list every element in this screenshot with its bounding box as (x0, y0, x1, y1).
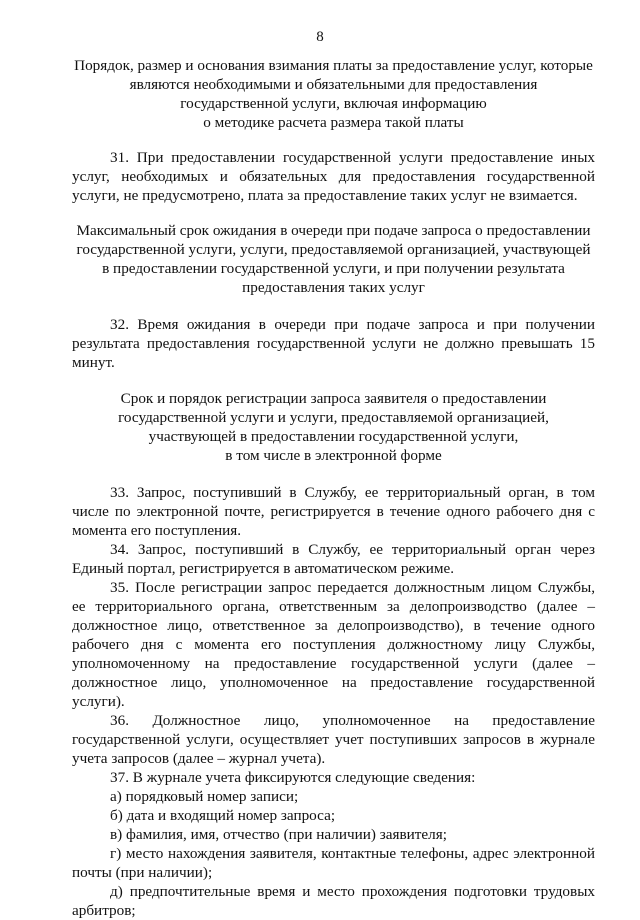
heading-fee-line: государственной услуги, включая информацию (180, 95, 487, 112)
heading-registration-line: участвующей в предоставлении государственной услуги, (148, 428, 519, 445)
paragraph-33: 33. Запрос, поступивший в Службу, ее территориальный орган, в том числе по электронной почте, регистрируется в течение одного рабочего дня с момента его поступления. (72, 484, 595, 539)
heading-queue-line: Максимальный срок ожидания в очереди при подаче запроса о предоставлении (76, 222, 591, 239)
paragraph-31: 31. При предоставлении государственной услуги предоставление иных услуг, необходимых и обязательных для предоставления государственной услуги, не предусмотрено, плата за предоставление таких услуг не взимается. (72, 149, 595, 204)
heading-fee-line: Порядок, размер и основания взимания платы за предоставление услуг, которые (74, 57, 593, 74)
heading-registration-line: в том числе в электронной форме (225, 447, 442, 464)
heading-fee-line: о методике расчета размера такой платы (203, 114, 464, 131)
heading-fee-line: являются необходимыми и обязательными для предоставления (129, 76, 538, 93)
page-number: 8 (316, 29, 324, 45)
list-item-d: д) предпочтительные время и место прохождения подготовки трудовых арбитров; (72, 883, 595, 919)
heading-registration-line: государственной услуги и услуги, предоставляемой организацией, (118, 409, 549, 426)
heading-queue-line: в предоставлении государственной услуги, и при получении результата (102, 260, 565, 277)
paragraph-34: 34. Запрос, поступивший в Службу, ее территориальный орган через Единый портал, регистрируется в автоматическом режиме. (72, 541, 595, 577)
heading-queue-line: государственной услуги, услуги, предоставляемой организацией, участвующей (76, 241, 591, 258)
list-item-g: г) место нахождения заявителя, контактные телефоны, адрес электронной почты (при наличии); (72, 845, 595, 881)
paragraph-32: 32. Время ожидания в очереди при подаче запроса и при получении результата предоставления государственной услуги не должно превышать 15 минут. (72, 316, 595, 371)
paragraph-35: 35. После регистрации запрос передается должностным лицом Службы, ее территориального органа, ответственным за делопроизводство (далее – должностное лицо, ответственное за делопроизводство), в течение одного рабочего дня с момента его поступления должностному лицу Службы, уполномоченному на предоставление государственной услуги (далее – должностное лицо, уполномоченное на предоставление государственной услуги). (72, 579, 595, 710)
heading-queue (72, 221, 595, 297)
list-item-a: а) порядковый номер записи; (110, 788, 299, 805)
list-item-v: в) фамилия, имя, отчество (при наличии) заявителя; (110, 826, 447, 843)
paragraph-36: 36. Должностное лицо, уполномоченное на предоставление государственной услуги, осуществляет учет поступивших запросов в журнале учета запросов (далее – журнал учета). (72, 712, 595, 767)
heading-fee (72, 56, 595, 132)
document-body (72, 56, 595, 920)
heading-queue-line: предоставления таких услуг (242, 279, 425, 296)
heading-registration (72, 389, 595, 465)
list-item-b: б) дата и входящий номер запроса; (110, 807, 336, 824)
paragraph-37: 37. В журнале учета фиксируются следующие сведения: (110, 769, 476, 786)
heading-registration-line: Срок и порядок регистрации запроса заявителя о предоставлении (120, 390, 547, 407)
